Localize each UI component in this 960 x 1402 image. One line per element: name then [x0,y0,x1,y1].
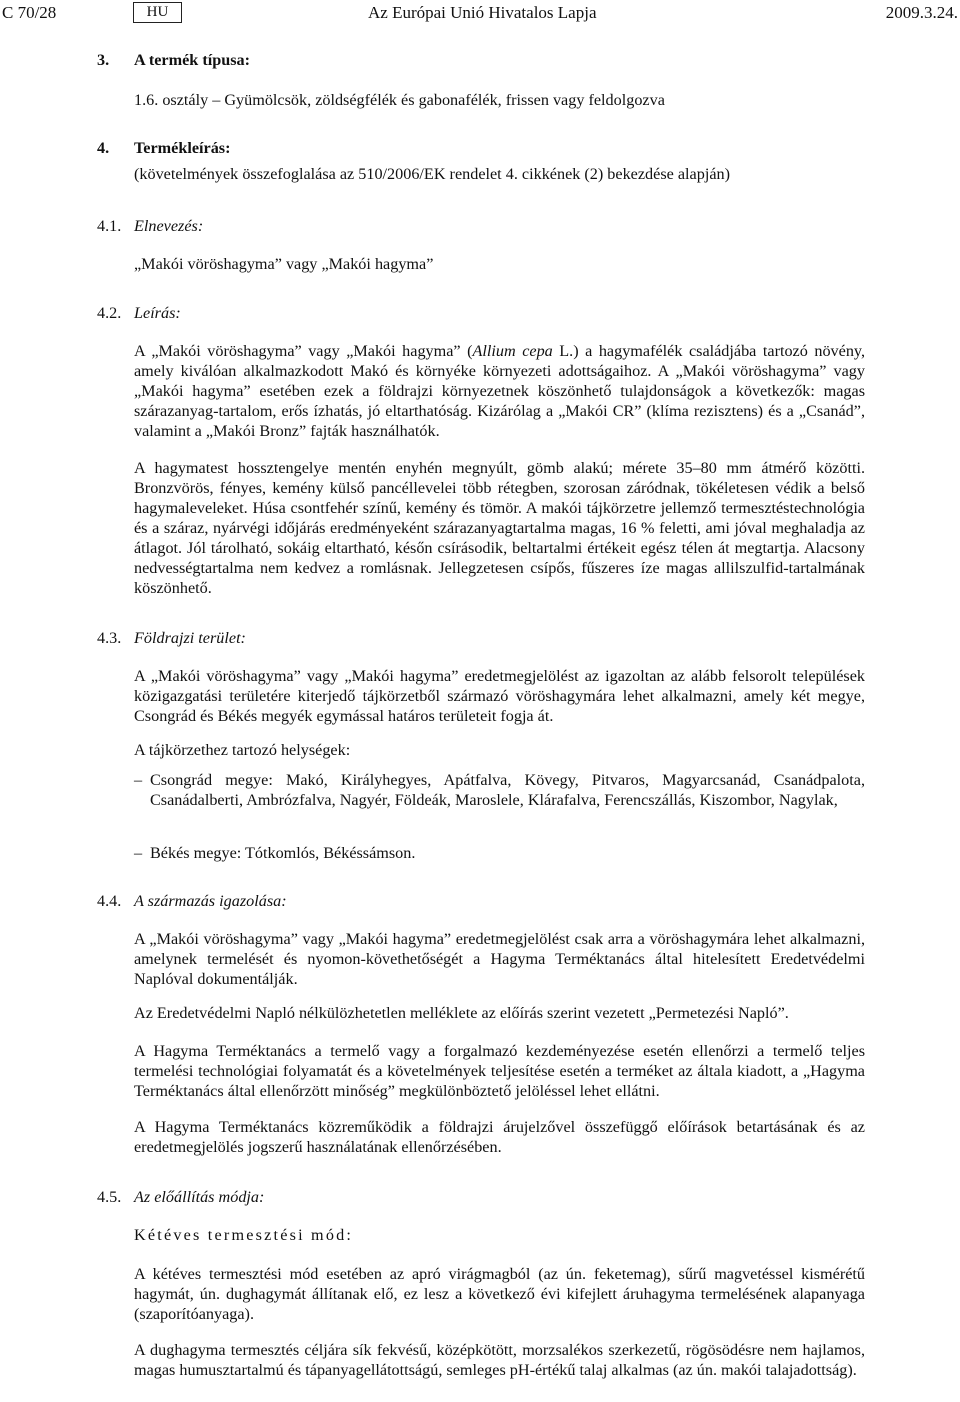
section-4-4-title: A származás igazolása: [134,892,287,910]
cultivation-subheading: Kétéves termesztési mód: [134,1226,354,1244]
geographic-area-paragraph: A „Makói vöröshagyma” vagy „Makói hagyma” eredetmegjelölést az igazoltan az alább felsorolt települések közigazgatási területére kiterjedő tájkörzetből származó vöröshagymára lehet alkalmazni, amely két megye, Csongrád és Békés megyék egymással határos területeit fogja át. [134,667,865,725]
production-paragraph-2: A dughagyma termesztés céljára sík fekvésű, középkötött, morzsalékos szerkezetű, rögösödésre nem hajlamos, magas humusztartalmú és tápanyagellátottságú, semleges pH-értékű talaj alkalmas (az ún. makói talajadottság). [134,1341,865,1379]
publication-date: 2009.3.24. [885,3,958,22]
section-4-1-number: 4.1. [97,217,122,235]
origin-proof-paragraph-2: Az Eredetvédelmi Napló nélkülözhetetlen melléklete az előírás szerint vezetett „Permetezési Napló”. [134,1004,789,1022]
bekes-localities: Békés megye: Tótkomlós, Békéssámson. [150,844,416,862]
page-header [0,0,960,26]
section-4-2-number: 4.2. [97,304,122,322]
section-4-4-number: 4.4. [97,892,122,910]
section-4-subtitle: (követelmények összefoglalása az 510/2006/EK rendelet 4. cikkének (2) bekezdése alapján) [134,165,730,183]
section-4-3-title: Földrajzi terület: [134,629,246,647]
language-badge: HU [133,2,182,23]
origin-proof-paragraph-4: A Hagyma Terméktanács közreműködik a földrajzi árujelzővel összefüggő előírások betartásának és az eredetmegjelölés jogszerű használatának ellenőrzésében. [134,1118,865,1156]
production-paragraph-1: A kétéves termesztési mód esetében az apró virágmagból (az ún. feketemag), sűrű magvetéssel kismérétű hagymát, ún. dughagymát állítanak elő, ez lesz a következő évi kifejlett áruhagyma termelésének alapanyaga (szaporítóanyaga). [134,1265,865,1323]
section-4-number: 4. [97,139,110,157]
description-text-b: L.) a hagymafélék családjába tartozó növény, amely kiválóan alkalmazkodott Makó és környéke környezeti adottságaihoz. A „Makói vöröshagyma” vagy „Makói hagyma” esetében ezek a földrajzi környezetnek köszönhető tulajdonságok a következők: magas szárazanyag-tartalom, erős ízhatás, jó eltarthatóság. Kizárólag a „Makói CR” (klíma rezisztens) és a „Csanád”, valamint a „Makói Bronz” fajták használhatók. [134,342,865,440]
section-3-text: 1.6. osztály – Gyümölcsök, zöldségfélék és gabonafélék, frissen vagy feldolgozva [134,91,665,109]
section-4-2-title: Leírás: [134,304,181,322]
product-name: „Makói vöröshagyma” vagy „Makói hagyma” [134,255,434,273]
section-4-3-number: 4.3. [97,629,122,647]
page-reference: C 70/28 [2,3,57,22]
journal-title: Az Európai Unió Hivatalos Lapja [368,3,597,22]
latin-name: Allium cepa [472,342,553,360]
description-text-a: A „Makói vöröshagyma” vagy „Makói hagyma” ( [134,342,473,360]
csongrad-localities: Csongrád megye: Makó, Királyhegyes, Apátfalva, Kövegy, Pitvaros, Magyarcsanád, Csanádpalota, Csanádalberti, Ambrózfalva, Nagyér, Földeák, Maroslele, Klárafalva, Ferencszállás, Kiszombor, Nagylak, [150,771,865,809]
description-paragraph-1 [134,341,865,441]
section-4-5-number: 4.5. [97,1188,122,1206]
section-4-1-title: Elnevezés: [134,217,204,235]
origin-proof-paragraph-3: A Hagyma Terméktanács a termelő vagy a forgalmazó kezdeményezése esetén ellenőrzi a termelő teljes termelési technológiai folyamatát és a követelmények teljesítése esetén a terméket az általa kiadott, a „Hagyma Terméktanács által ellenőrzött minőség” megkülönböztető jelöléssel lehet ellátni. [134,1042,865,1100]
list-dash: – [134,771,143,789]
section-3-number: 3. [97,51,110,69]
section-4-5-title: Az előállítás módja: [134,1188,265,1206]
description-paragraph-2: A hagymatest hossztengelye mentén enyhén megnyúlt, gömb alakú; mérete 35–80 mm átmérő közötti. Bronzvörös, fényes, kemény külső pancéllevelei több rétegben, szorosan záródnak, tökéletesen védik a belső hagymaleveleket. Húsa csontfehér színű, kemény és tömör. A makói tájkörzetre jellemző termesztéstechnológia és a száraz, nyárvégi időjárás eredményeként szárazanyagtartalma magas, 16 % feletti, ami jóval meghaladja az átlagot. Jól tárolható, sokáig eltartható, későn csírásodik, beltartalmi értékeit egész télen át megtartja. Alacsony nedvességtartalma nem kedvez a romlásnak. Jellegzetesen csípős, fűszeres íze magas allilszulfid-tartalmának köszönhető. [134,459,865,597]
list-dash: – [134,844,143,862]
section-4-title: Termékleírás: [134,139,231,157]
section-3-title: A termék típusa: [134,51,250,69]
origin-proof-paragraph-1: A „Makói vöröshagyma” vagy „Makói hagyma” eredetmegjelölést csak arra a vöröshagymára lehet alkalmazni, amelynek termelését és nyomon-követhetőségét a Hagyma Terméktanács által hitelesített Eredetvédelmi Naplóval dokumentálják. [134,930,865,988]
localities-intro: A tájkörzethez tartozó helységek: [134,741,351,759]
